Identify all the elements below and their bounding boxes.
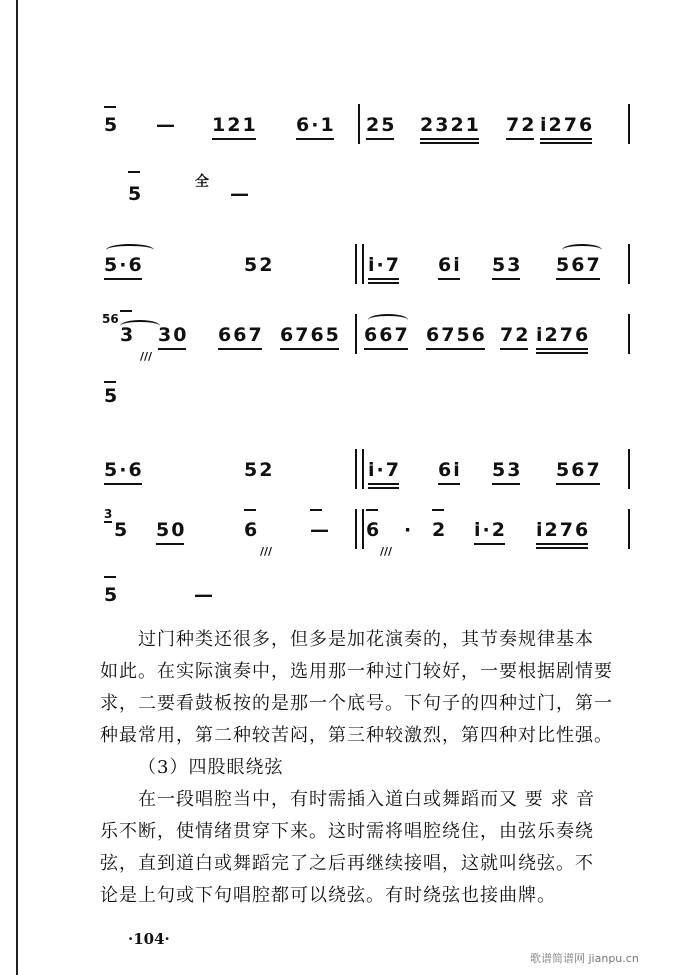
watermark: 歌谱简谱网 jianpu.cn [530, 952, 639, 965]
note-group: i·2 [474, 519, 507, 541]
score-row-1 [100, 100, 640, 160]
note: 5 [114, 519, 130, 541]
note-group: 6i [438, 254, 462, 276]
page-binding-edge [16, 0, 18, 975]
note: 2 [432, 519, 448, 541]
body-text [100, 624, 630, 912]
paragraph-1-line-4: 种最常用，第二种较苦闷，第三种较激烈，第四种对比性强。 [100, 725, 613, 746]
score-row-7: 3 5 50 6 /// — 6 /// · 2 i·2 i276 [100, 505, 640, 565]
paragraph-1-line-2: 如此。在实际演奏中，选用那一种过门较好，一要根据剧情要 [100, 661, 613, 682]
note-group: 567 [556, 459, 602, 481]
note-group: 5·6 [104, 459, 144, 481]
note-group: i·7 [368, 459, 401, 481]
grace-notes: 56 [102, 312, 119, 326]
dash: — [230, 183, 251, 205]
note: 5 [104, 385, 120, 407]
note-group: 5·6 [104, 254, 144, 276]
note-group: 6·1 [296, 114, 336, 136]
page-number: ·104· [128, 930, 170, 948]
note-group: 53 [492, 254, 523, 276]
note: 6 [366, 519, 382, 541]
note-group: 52 [244, 254, 275, 276]
note-group: i276 [540, 114, 595, 136]
note-group: 50 [156, 519, 187, 541]
paragraph-2-line-3: 弦，直到道白或舞蹈完了之后再继续接唱，这就叫绕弦。不 [100, 853, 594, 874]
note-group: 667 [218, 324, 264, 346]
note-group: 53 [492, 459, 523, 481]
note-group: 6765 [280, 324, 341, 346]
score-row-4: 56 3 /// 30 667 6765 667 6756 72 i276 [100, 310, 640, 370]
note-group: 667 [364, 324, 410, 346]
note-group: i276 [536, 519, 591, 541]
note: 3 [120, 324, 136, 346]
paragraph-2-line-1: 在一段唱腔当中，有时需插入道白或舞蹈而又 要 求 音 [138, 789, 596, 810]
note-group: 6756 [426, 324, 487, 346]
dash: — [310, 519, 331, 541]
note-group: 121 [212, 114, 258, 136]
paragraph-1-line-1: 过门种类还很多，但多是加花演奏的，其节奏规律基本 [138, 629, 594, 650]
note-group: 72 [506, 114, 537, 136]
score-row-6 [100, 445, 640, 505]
note: 6 [244, 519, 260, 541]
note-group: 6i [438, 459, 462, 481]
score-row-2 [100, 165, 640, 225]
note: 5 [128, 183, 144, 205]
note-group: i·7 [368, 254, 401, 276]
note-group: 2321 [420, 114, 481, 136]
grace-note: 3 [104, 507, 113, 521]
note-group: 30 [158, 324, 189, 346]
dot: · [404, 519, 414, 541]
section-heading: （3）四股眼绕弦 [138, 757, 284, 778]
note-group: i276 [536, 324, 591, 346]
score-row-8 [100, 570, 640, 630]
dash: — [194, 584, 215, 606]
score-row-5 [100, 375, 640, 435]
note: 5 [104, 114, 120, 136]
score-row-3 [100, 240, 640, 300]
note-group: 72 [500, 324, 531, 346]
paragraph-2-line-4: 论是上句或下句唱腔都可以绕弦。有时绕弦也接曲牌。 [100, 885, 556, 906]
paragraph-2-line-2: 乐不断，使情绪贯穿下来。这时需将唱腔绕住，由弦乐奏绕 [100, 821, 594, 842]
tutti-mark: 全 [195, 174, 209, 190]
note: 5 [104, 584, 120, 606]
dash: — [156, 114, 177, 136]
paragraph-1-line-3: 求，二要看鼓板按的是那一个底号。下句子的四种过门，第一 [100, 693, 613, 714]
note-group: 25 [366, 114, 397, 136]
note-group: 567 [556, 254, 602, 276]
note-group: 52 [244, 459, 275, 481]
